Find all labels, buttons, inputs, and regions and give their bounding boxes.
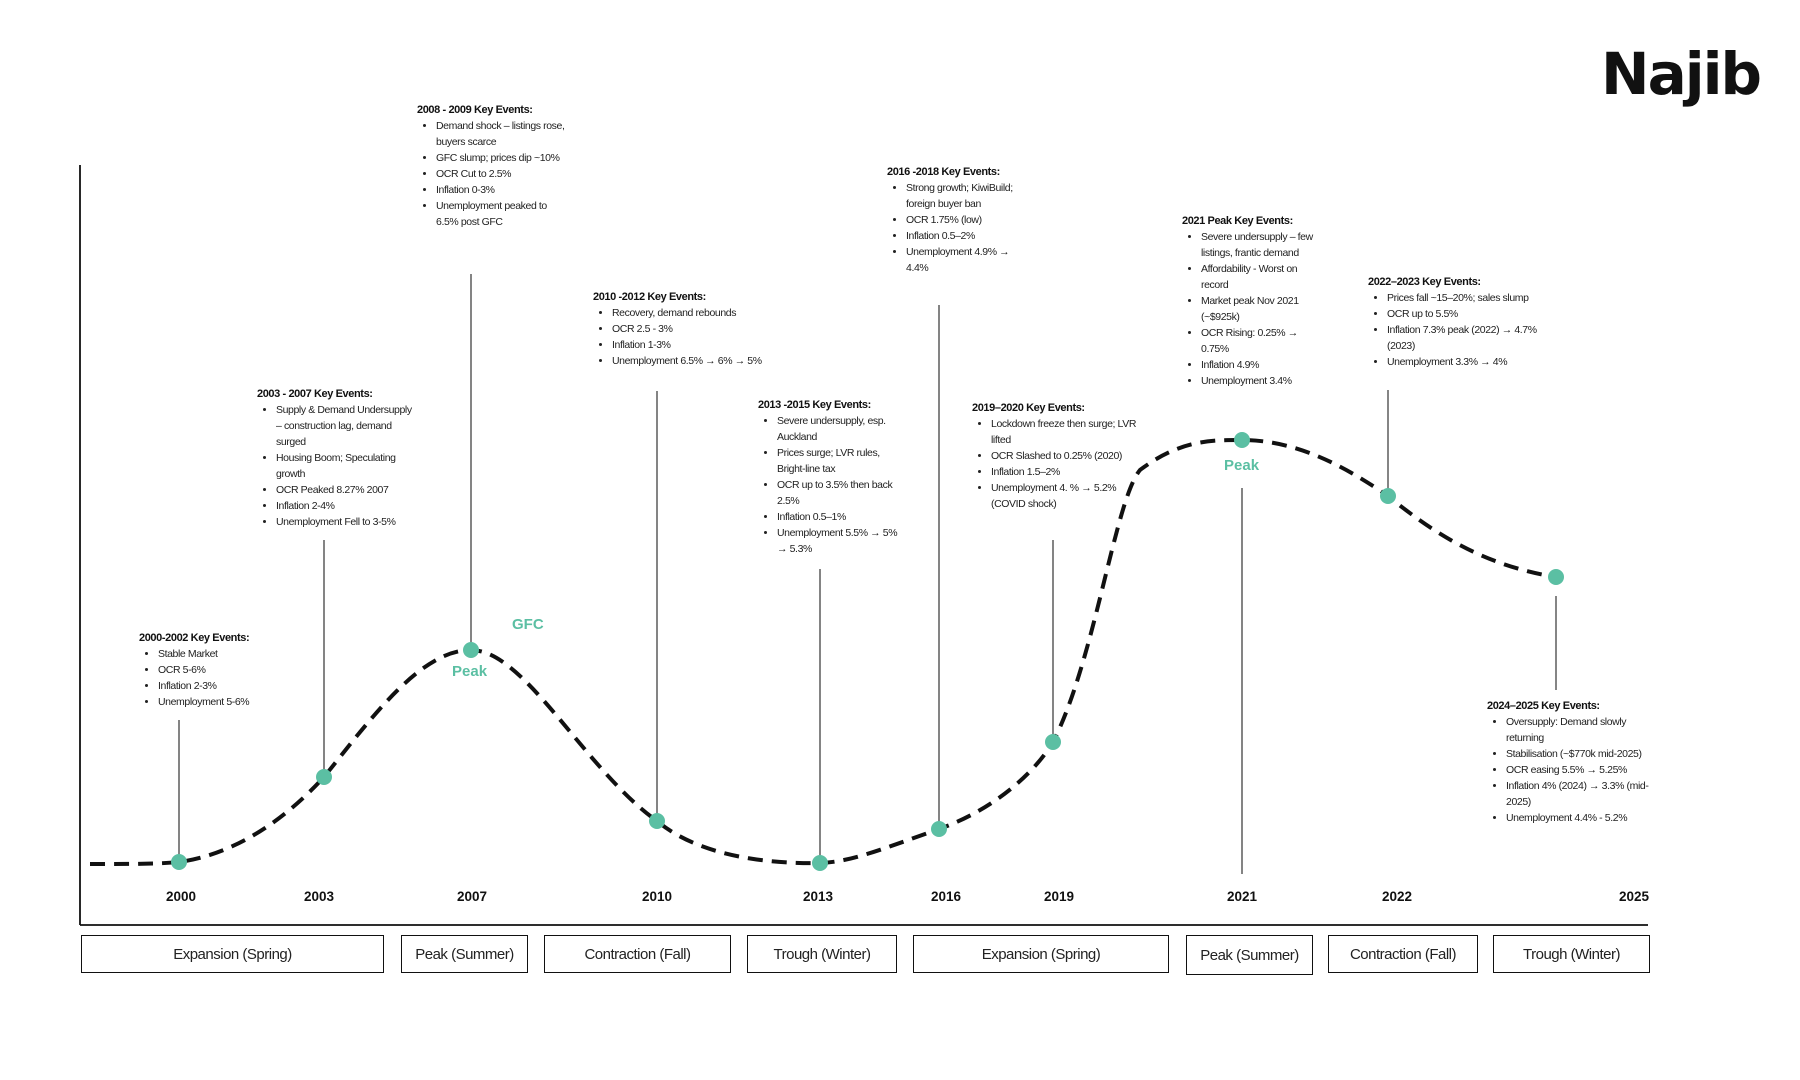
event-title: 2021 Peak Key Events:	[1182, 215, 1293, 227]
phase-box-expansion-1: Expansion (Spring)	[81, 935, 384, 973]
event-item: • Inflation 2-4%	[276, 498, 417, 514]
phase-box-trough-1: Trough (Winter)	[747, 935, 897, 973]
event-item: • Unemployment 3.3% → 4%	[1387, 354, 1553, 370]
event-item: • Prices fall ~15–20%; sales slump	[1387, 290, 1553, 306]
phase-box-trough-2: Trough (Winter)	[1493, 935, 1650, 973]
event-item: • Unemployment 4.4% - 5.2%	[1506, 810, 1657, 826]
event-title: 2024–2025 Key Events:	[1487, 700, 1600, 712]
event-block-2000-2002	[139, 630, 279, 710]
event-item: • Inflation 1.5–2%	[991, 464, 1137, 480]
x-tick-label: 2010	[641, 889, 673, 904]
event-item: • Unemployment 3.4%	[1201, 373, 1322, 389]
event-item: • Severe undersupply – few listings, frantic demand	[1201, 229, 1322, 261]
event-item: • Unemployment Fell to 3-5%	[276, 514, 417, 530]
event-block-2024-2025	[1487, 698, 1657, 826]
phase-box-expansion-2: Expansion (Spring)	[913, 935, 1169, 973]
event-block-2010-2012	[593, 289, 793, 369]
event-block-2008-2009	[417, 102, 567, 230]
event-item: • Inflation 0-3%	[436, 182, 567, 198]
event-items	[1368, 290, 1553, 370]
milestone-dot	[1380, 488, 1396, 504]
milestone-dot	[463, 642, 479, 658]
event-item: • GFC slump; prices dip ~10%	[436, 150, 567, 166]
event-item: • Prices surge; LVR rules, Bright-line tax	[777, 445, 908, 477]
milestone-dot	[1234, 432, 1250, 448]
milestone-dot	[1548, 569, 1564, 585]
event-item: • Oversupply: Demand slowly returning	[1506, 714, 1657, 746]
event-item: • OCR easing 5.5% → 5.25%	[1506, 762, 1657, 778]
phase-box-contraction-1: Contraction (Fall)	[544, 935, 731, 973]
peak-label-2021: Peak	[1224, 457, 1260, 474]
event-block-2019-2020	[972, 400, 1137, 512]
event-block-2013-2015	[758, 397, 908, 557]
event-items	[1487, 714, 1657, 826]
event-items	[758, 413, 908, 557]
event-items	[139, 646, 279, 710]
event-item: • OCR up to 5.5%	[1387, 306, 1553, 322]
event-items	[593, 305, 793, 369]
event-item: • OCR 5-6%	[158, 662, 279, 678]
event-items	[887, 180, 1022, 276]
event-item: • Inflation 2-3%	[158, 678, 279, 694]
x-tick-label: 2000	[165, 889, 197, 904]
milestone-dot	[931, 821, 947, 837]
event-item: • OCR Slashed to 0.25% (2020)	[991, 448, 1137, 464]
event-item: • OCR 2.5 - 3%	[612, 321, 793, 337]
event-item: • Lockdown freeze then surge; LVR lifted	[991, 416, 1137, 448]
event-item: • Housing Boom; Speculating growth	[276, 450, 417, 482]
event-title: 2000-2002 Key Events:	[139, 632, 250, 644]
gfc-label: GFC	[512, 616, 544, 633]
event-item: • Supply & Demand Undersupply – construction lag, demand surged	[276, 402, 417, 450]
event-block-2022-2023	[1368, 274, 1553, 370]
event-item: • Inflation 7.3% peak (2022) → 4.7% (2023)	[1387, 322, 1553, 354]
event-item: • Unemployment peaked to 6.5% post GFC	[436, 198, 567, 230]
milestone-dot	[1045, 734, 1061, 750]
event-block-2016-2018	[887, 164, 1022, 276]
phase-box-peak-2: Peak (Summer)	[1186, 935, 1313, 975]
event-item: • Severe undersupply, esp. Auckland	[777, 413, 908, 445]
event-title: 2022–2023 Key Events:	[1368, 276, 1481, 288]
event-title: 2013 -2015 Key Events:	[758, 399, 871, 411]
x-tick-label: 2003	[303, 889, 335, 904]
brand-logo: Najib	[1601, 40, 1760, 108]
event-block-2003-2007	[257, 386, 417, 530]
x-tick-label: 2022	[1381, 889, 1413, 904]
peak-label-2007: Peak	[452, 663, 488, 680]
event-block-2021	[1182, 213, 1322, 389]
event-item: • Unemployment 6.5% → 6% → 5%	[612, 353, 793, 369]
event-title: 2008 - 2009 Key Events:	[417, 104, 533, 116]
milestone-dot	[649, 813, 665, 829]
event-item: • Unemployment 4.9% → 4.4%	[906, 244, 1022, 276]
event-item: • Demand shock – listings rose, buyers scarce	[436, 118, 567, 150]
event-item: • Inflation 0.5–2%	[906, 228, 1022, 244]
connector-lines	[179, 274, 1556, 874]
event-item: • OCR up to 3.5% then back 2.5%	[777, 477, 908, 509]
event-item: • Inflation 4% (2024) → 3.3% (mid-2025)	[1506, 778, 1657, 810]
event-items	[972, 416, 1137, 512]
event-title: 2003 - 2007 Key Events:	[257, 388, 373, 400]
x-tick-label: 2019	[1043, 889, 1075, 904]
event-item: • Recovery, demand rebounds	[612, 305, 793, 321]
event-items	[417, 118, 567, 230]
event-item: • Unemployment 5-6%	[158, 694, 279, 710]
event-item: • Strong growth; KiwiBuild; foreign buyer ban	[906, 180, 1022, 212]
phase-box-peak-1: Peak (Summer)	[401, 935, 528, 973]
event-title: 2019–2020 Key Events:	[972, 402, 1085, 414]
milestone-dot	[316, 769, 332, 785]
event-title: 2016 -2018 Key Events:	[887, 166, 1000, 178]
event-item: • Unemployment 4. % → 5.2% (COVID shock)	[991, 480, 1137, 512]
x-tick-label: 2013	[802, 889, 834, 904]
event-items	[257, 402, 417, 530]
event-item: • Stabilisation (~$770k mid-2025)	[1506, 746, 1657, 762]
x-tick-label: 2016	[930, 889, 962, 904]
event-item: • Affordability - Worst on record	[1201, 261, 1322, 293]
event-item: • Unemployment 5.5% → 5% → 5.3%	[777, 525, 908, 557]
event-item: • OCR Cut to 2.5%	[436, 166, 567, 182]
event-item: • OCR Peaked 8.27% 2007	[276, 482, 417, 498]
x-tick-label: 2021	[1226, 889, 1258, 904]
event-title: 2010 -2012 Key Events:	[593, 291, 706, 303]
phase-box-contraction-2: Contraction (Fall)	[1328, 935, 1478, 973]
milestone-dot	[812, 855, 828, 871]
event-item: • OCR 1.75% (low)	[906, 212, 1022, 228]
x-tick-label: 2025	[1618, 889, 1650, 904]
milestone-dot	[171, 854, 187, 870]
event-items	[1182, 229, 1322, 389]
event-item: • OCR Rising: 0.25% → 0.75%	[1201, 325, 1322, 357]
event-item: • Inflation 1-3%	[612, 337, 793, 353]
event-item: • Inflation 0.5–1%	[777, 509, 908, 525]
x-tick-label: 2007	[456, 889, 488, 904]
event-item: • Market peak Nov 2021 (~$925k)	[1201, 293, 1322, 325]
event-item: • Inflation 4.9%	[1201, 357, 1322, 373]
event-item: • Stable Market	[158, 646, 279, 662]
